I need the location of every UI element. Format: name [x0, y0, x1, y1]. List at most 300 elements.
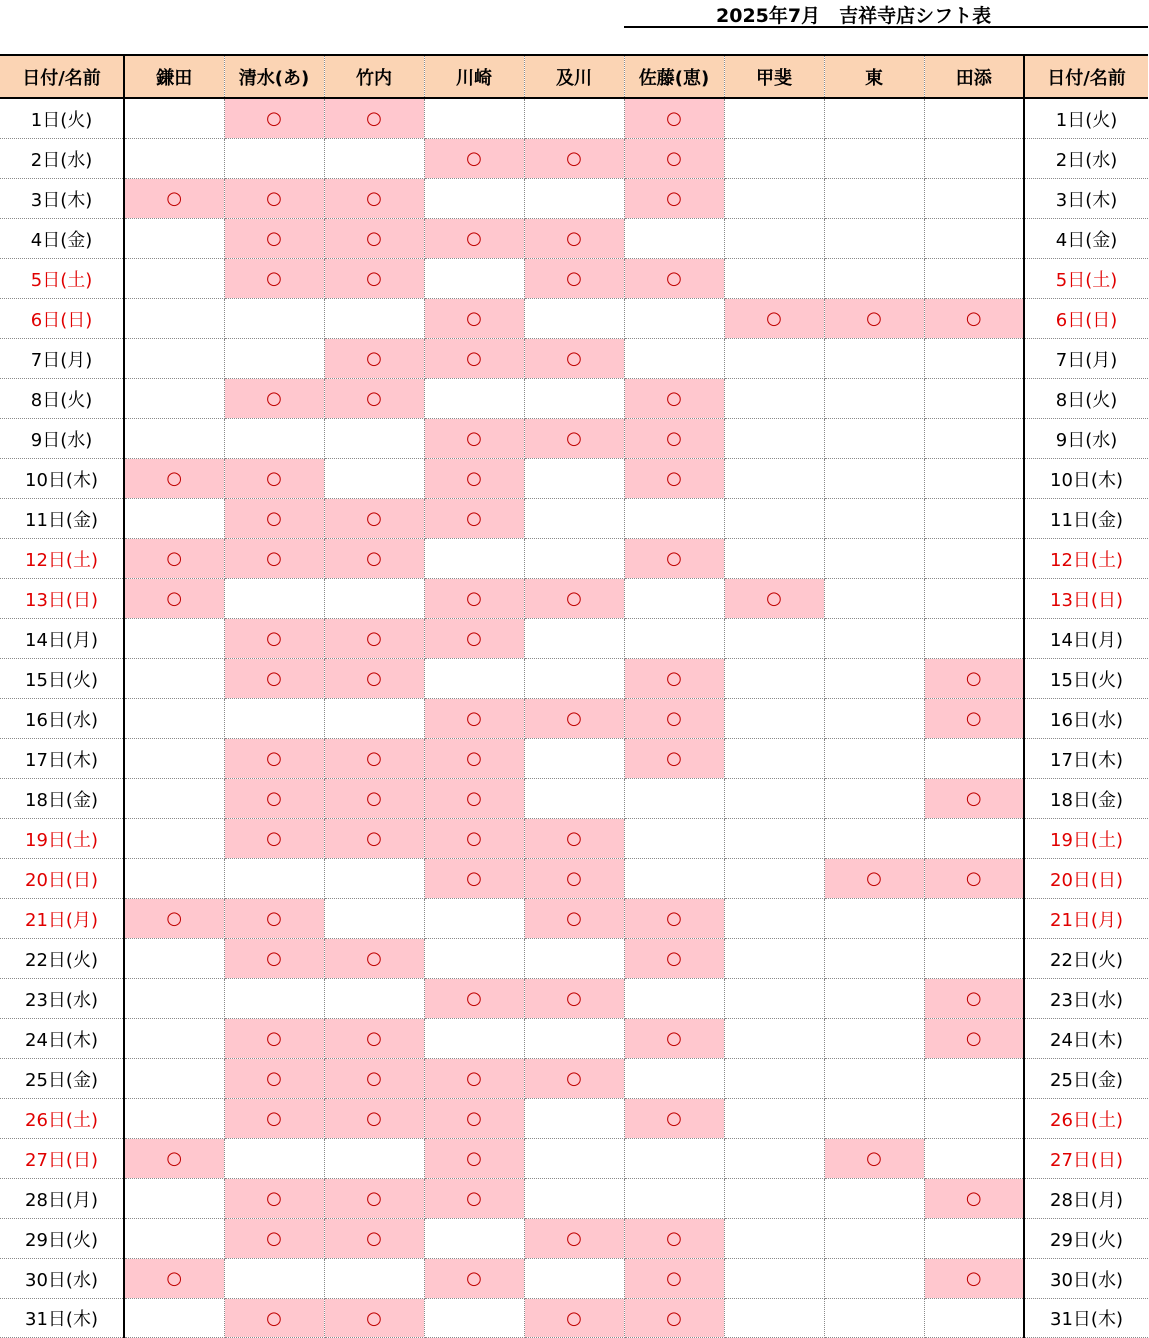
date-cell[interactable]: 30日(水): [0, 1259, 124, 1299]
shift-cell[interactable]: [724, 1019, 824, 1059]
shift-cell[interactable]: [124, 739, 224, 779]
shift-cell[interactable]: [624, 859, 724, 899]
shift-cell[interactable]: [524, 1059, 624, 1099]
date-cell[interactable]: 26日(土): [0, 1099, 124, 1139]
shift-cell[interactable]: [424, 1139, 524, 1179]
date-cell-right[interactable]: 30日(水): [1024, 1259, 1148, 1299]
shift-cell[interactable]: [824, 739, 924, 779]
shift-cell[interactable]: [424, 819, 524, 859]
shift-cell[interactable]: [524, 659, 624, 699]
shift-cell[interactable]: [524, 779, 624, 819]
date-cell[interactable]: 2日(水): [0, 139, 124, 179]
shift-cell[interactable]: [524, 1299, 624, 1338]
shift-cell[interactable]: [524, 299, 624, 339]
date-cell-right[interactable]: 31日(木): [1024, 1299, 1148, 1338]
shift-cell[interactable]: [824, 1139, 924, 1179]
date-cell-right[interactable]: 1日(火): [1024, 98, 1148, 139]
shift-cell[interactable]: [524, 819, 624, 859]
date-cell[interactable]: 4日(金): [0, 219, 124, 259]
shift-cell[interactable]: [824, 1099, 924, 1139]
shift-cell[interactable]: [524, 739, 624, 779]
shift-cell[interactable]: [424, 979, 524, 1019]
shift-cell[interactable]: [324, 1259, 424, 1299]
shift-cell[interactable]: [324, 1019, 424, 1059]
date-cell[interactable]: 5日(土): [0, 259, 124, 299]
shift-cell[interactable]: [324, 1299, 424, 1338]
date-cell[interactable]: 27日(日): [0, 1139, 124, 1179]
shift-cell[interactable]: [724, 779, 824, 819]
shift-cell[interactable]: [724, 539, 824, 579]
shift-cell[interactable]: [924, 1139, 1024, 1179]
date-cell-right[interactable]: 19日(土): [1024, 819, 1148, 859]
shift-cell[interactable]: [524, 339, 624, 379]
shift-cell[interactable]: [324, 1059, 424, 1099]
date-cell[interactable]: 9日(水): [0, 419, 124, 459]
date-cell-right[interactable]: 8日(火): [1024, 379, 1148, 419]
date-cell[interactable]: 29日(火): [0, 1219, 124, 1259]
shift-cell[interactable]: [224, 859, 324, 899]
date-cell[interactable]: 21日(月): [0, 899, 124, 939]
shift-cell[interactable]: [224, 339, 324, 379]
shift-cell[interactable]: [724, 139, 824, 179]
date-cell-right[interactable]: 10日(木): [1024, 459, 1148, 499]
shift-cell[interactable]: [824, 579, 924, 619]
shift-cell[interactable]: [524, 139, 624, 179]
shift-cell[interactable]: [424, 659, 524, 699]
shift-cell[interactable]: [424, 219, 524, 259]
shift-cell[interactable]: [924, 619, 1024, 659]
shift-cell[interactable]: [324, 299, 424, 339]
shift-cell[interactable]: [324, 1099, 424, 1139]
date-cell-right[interactable]: 3日(木): [1024, 179, 1148, 219]
staff-header[interactable]: 及川: [524, 55, 624, 98]
shift-cell[interactable]: [524, 1259, 624, 1299]
shift-cell[interactable]: [824, 419, 924, 459]
shift-cell[interactable]: [424, 579, 524, 619]
date-cell-right[interactable]: 23日(水): [1024, 979, 1148, 1019]
shift-cell[interactable]: [524, 699, 624, 739]
shift-cell[interactable]: [424, 98, 524, 139]
shift-cell[interactable]: [924, 1099, 1024, 1139]
date-cell-right[interactable]: 6日(日): [1024, 299, 1148, 339]
shift-cell[interactable]: [524, 1139, 624, 1179]
shift-cell[interactable]: [324, 579, 424, 619]
shift-cell[interactable]: [124, 979, 224, 1019]
shift-cell[interactable]: [124, 379, 224, 419]
shift-cell[interactable]: [924, 659, 1024, 699]
shift-cell[interactable]: [624, 339, 724, 379]
shift-cell[interactable]: [424, 1179, 524, 1219]
shift-cell[interactable]: [324, 1219, 424, 1259]
shift-cell[interactable]: [724, 459, 824, 499]
shift-cell[interactable]: [224, 459, 324, 499]
shift-cell[interactable]: [324, 939, 424, 979]
shift-cell[interactable]: [124, 219, 224, 259]
shift-cell[interactable]: [224, 779, 324, 819]
shift-cell[interactable]: [724, 899, 824, 939]
shift-cell[interactable]: [624, 499, 724, 539]
shift-cell[interactable]: [224, 739, 324, 779]
shift-cell[interactable]: [924, 939, 1024, 979]
shift-cell[interactable]: [224, 1219, 324, 1259]
staff-header[interactable]: 川崎: [424, 55, 524, 98]
shift-cell[interactable]: [624, 98, 724, 139]
shift-cell[interactable]: [124, 1139, 224, 1179]
shift-cell[interactable]: [124, 499, 224, 539]
shift-cell[interactable]: [224, 139, 324, 179]
shift-cell[interactable]: [624, 419, 724, 459]
shift-cell[interactable]: [724, 1059, 824, 1099]
shift-cell[interactable]: [124, 1219, 224, 1259]
shift-cell[interactable]: [824, 899, 924, 939]
shift-cell[interactable]: [624, 1259, 724, 1299]
shift-cell[interactable]: [324, 459, 424, 499]
shift-cell[interactable]: [124, 1019, 224, 1059]
date-cell-right[interactable]: 17日(木): [1024, 739, 1148, 779]
shift-cell[interactable]: [124, 779, 224, 819]
shift-cell[interactable]: [124, 659, 224, 699]
shift-cell[interactable]: [724, 739, 824, 779]
shift-cell[interactable]: [624, 1019, 724, 1059]
date-cell-right[interactable]: 7日(月): [1024, 339, 1148, 379]
shift-cell[interactable]: [524, 179, 624, 219]
shift-cell[interactable]: [224, 419, 324, 459]
shift-cell[interactable]: [324, 139, 424, 179]
date-cell[interactable]: 19日(土): [0, 819, 124, 859]
shift-cell[interactable]: [824, 219, 924, 259]
shift-cell[interactable]: [224, 619, 324, 659]
shift-cell[interactable]: [824, 1019, 924, 1059]
shift-cell[interactable]: [524, 98, 624, 139]
shift-cell[interactable]: [524, 219, 624, 259]
shift-cell[interactable]: [124, 619, 224, 659]
staff-header[interactable]: 清水(あ): [224, 55, 324, 98]
shift-cell[interactable]: [424, 1059, 524, 1099]
date-cell-right[interactable]: 21日(月): [1024, 899, 1148, 939]
date-column-header[interactable]: 日付/名前: [0, 55, 124, 98]
date-cell-right[interactable]: 18日(金): [1024, 779, 1148, 819]
date-cell-right[interactable]: 12日(土): [1024, 539, 1148, 579]
shift-cell[interactable]: [224, 98, 324, 139]
shift-cell[interactable]: [124, 459, 224, 499]
shift-cell[interactable]: [824, 979, 924, 1019]
shift-cell[interactable]: [924, 539, 1024, 579]
shift-cell[interactable]: [824, 139, 924, 179]
shift-cell[interactable]: [224, 659, 324, 699]
shift-cell[interactable]: [624, 739, 724, 779]
date-cell-right[interactable]: 14日(月): [1024, 619, 1148, 659]
date-cell[interactable]: 28日(月): [0, 1179, 124, 1219]
shift-cell[interactable]: [324, 619, 424, 659]
shift-cell[interactable]: [724, 1179, 824, 1219]
shift-cell[interactable]: [424, 139, 524, 179]
shift-cell[interactable]: [824, 1299, 924, 1338]
date-cell-right[interactable]: 5日(土): [1024, 259, 1148, 299]
shift-cell[interactable]: [624, 1139, 724, 1179]
shift-cell[interactable]: [624, 779, 724, 819]
shift-cell[interactable]: [924, 859, 1024, 899]
shift-cell[interactable]: [924, 379, 1024, 419]
shift-cell[interactable]: [424, 1099, 524, 1139]
shift-cell[interactable]: [224, 1139, 324, 1179]
shift-cell[interactable]: [724, 1259, 824, 1299]
shift-cell[interactable]: [424, 899, 524, 939]
shift-cell[interactable]: [324, 699, 424, 739]
shift-cell[interactable]: [324, 539, 424, 579]
shift-cell[interactable]: [124, 859, 224, 899]
shift-cell[interactable]: [324, 819, 424, 859]
shift-cell[interactable]: [424, 299, 524, 339]
shift-cell[interactable]: [124, 579, 224, 619]
shift-cell[interactable]: [624, 1179, 724, 1219]
shift-cell[interactable]: [624, 819, 724, 859]
shift-cell[interactable]: [924, 779, 1024, 819]
shift-cell[interactable]: [324, 859, 424, 899]
shift-cell[interactable]: [724, 1139, 824, 1179]
shift-cell[interactable]: [324, 419, 424, 459]
shift-cell[interactable]: [324, 659, 424, 699]
shift-cell[interactable]: [624, 659, 724, 699]
date-cell[interactable]: 11日(金): [0, 499, 124, 539]
shift-cell[interactable]: [924, 699, 1024, 739]
shift-cell[interactable]: [524, 379, 624, 419]
shift-cell[interactable]: [424, 699, 524, 739]
shift-cell[interactable]: [824, 539, 924, 579]
shift-cell[interactable]: [224, 979, 324, 1019]
shift-cell[interactable]: [924, 179, 1024, 219]
shift-cell[interactable]: [824, 179, 924, 219]
shift-cell[interactable]: [624, 219, 724, 259]
shift-cell[interactable]: [924, 1179, 1024, 1219]
shift-cell[interactable]: [724, 98, 824, 139]
shift-cell[interactable]: [924, 419, 1024, 459]
shift-cell[interactable]: [224, 219, 324, 259]
shift-cell[interactable]: [224, 299, 324, 339]
shift-cell[interactable]: [924, 1059, 1024, 1099]
staff-header[interactable]: 佐藤(恵): [624, 55, 724, 98]
shift-cell[interactable]: [224, 699, 324, 739]
shift-cell[interactable]: [324, 1179, 424, 1219]
shift-cell[interactable]: [524, 899, 624, 939]
date-cell-right[interactable]: 25日(金): [1024, 1059, 1148, 1099]
shift-cell[interactable]: [524, 539, 624, 579]
date-cell[interactable]: 17日(木): [0, 739, 124, 779]
date-cell[interactable]: 6日(日): [0, 299, 124, 339]
shift-cell[interactable]: [524, 1219, 624, 1259]
shift-cell[interactable]: [524, 459, 624, 499]
date-cell[interactable]: 3日(木): [0, 179, 124, 219]
shift-cell[interactable]: [524, 1019, 624, 1059]
shift-cell[interactable]: [424, 419, 524, 459]
shift-cell[interactable]: [524, 859, 624, 899]
shift-cell[interactable]: [824, 1259, 924, 1299]
shift-cell[interactable]: [724, 819, 824, 859]
shift-cell[interactable]: [124, 419, 224, 459]
shift-cell[interactable]: [724, 419, 824, 459]
shift-cell[interactable]: [224, 1179, 324, 1219]
shift-cell[interactable]: [724, 1299, 824, 1338]
shift-cell[interactable]: [924, 459, 1024, 499]
shift-cell[interactable]: [524, 1099, 624, 1139]
shift-cell[interactable]: [824, 699, 924, 739]
shift-cell[interactable]: [124, 699, 224, 739]
shift-cell[interactable]: [624, 1099, 724, 1139]
date-cell-right[interactable]: 26日(土): [1024, 1099, 1148, 1139]
shift-cell[interactable]: [524, 579, 624, 619]
shift-cell[interactable]: [624, 1299, 724, 1338]
shift-cell[interactable]: [124, 539, 224, 579]
shift-cell[interactable]: [624, 1219, 724, 1259]
shift-cell[interactable]: [724, 859, 824, 899]
shift-cell[interactable]: [624, 299, 724, 339]
shift-cell[interactable]: [324, 339, 424, 379]
shift-cell[interactable]: [924, 899, 1024, 939]
shift-cell[interactable]: [824, 339, 924, 379]
shift-cell[interactable]: [624, 939, 724, 979]
shift-cell[interactable]: [124, 299, 224, 339]
shift-cell[interactable]: [724, 299, 824, 339]
shift-cell[interactable]: [424, 859, 524, 899]
shift-cell[interactable]: [324, 98, 424, 139]
shift-cell[interactable]: [724, 219, 824, 259]
shift-cell[interactable]: [624, 459, 724, 499]
shift-cell[interactable]: [824, 98, 924, 139]
shift-cell[interactable]: [924, 139, 1024, 179]
shift-cell[interactable]: [324, 1139, 424, 1179]
date-cell[interactable]: 13日(日): [0, 579, 124, 619]
date-column-header-right[interactable]: 日付/名前: [1024, 55, 1148, 98]
date-cell[interactable]: 7日(月): [0, 339, 124, 379]
shift-cell[interactable]: [824, 1059, 924, 1099]
shift-cell[interactable]: [224, 379, 324, 419]
shift-cell[interactable]: [724, 379, 824, 419]
shift-cell[interactable]: [824, 259, 924, 299]
date-cell-right[interactable]: 24日(木): [1024, 1019, 1148, 1059]
shift-cell[interactable]: [424, 539, 524, 579]
shift-cell[interactable]: [624, 259, 724, 299]
shift-cell[interactable]: [824, 379, 924, 419]
shift-cell[interactable]: [724, 659, 824, 699]
date-cell[interactable]: 22日(火): [0, 939, 124, 979]
shift-cell[interactable]: [724, 179, 824, 219]
shift-cell[interactable]: [724, 979, 824, 1019]
shift-cell[interactable]: [524, 939, 624, 979]
shift-cell[interactable]: [924, 579, 1024, 619]
date-cell-right[interactable]: 9日(水): [1024, 419, 1148, 459]
shift-cell[interactable]: [424, 259, 524, 299]
staff-header[interactable]: 甲斐: [724, 55, 824, 98]
shift-cell[interactable]: [424, 619, 524, 659]
shift-cell[interactable]: [624, 179, 724, 219]
shift-cell[interactable]: [124, 1099, 224, 1139]
shift-cell[interactable]: [524, 619, 624, 659]
shift-cell[interactable]: [224, 939, 324, 979]
shift-cell[interactable]: [724, 1219, 824, 1259]
shift-cell[interactable]: [224, 1099, 324, 1139]
shift-cell[interactable]: [524, 419, 624, 459]
shift-cell[interactable]: [524, 499, 624, 539]
shift-cell[interactable]: [124, 819, 224, 859]
shift-cell[interactable]: [824, 459, 924, 499]
shift-cell[interactable]: [724, 499, 824, 539]
shift-cell[interactable]: [124, 1299, 224, 1338]
date-cell-right[interactable]: 16日(水): [1024, 699, 1148, 739]
date-cell-right[interactable]: 11日(金): [1024, 499, 1148, 539]
shift-cell[interactable]: [124, 1259, 224, 1299]
shift-cell[interactable]: [824, 1219, 924, 1259]
date-cell[interactable]: 15日(火): [0, 659, 124, 699]
staff-header[interactable]: 鎌田: [124, 55, 224, 98]
shift-cell[interactable]: [224, 1299, 324, 1338]
shift-cell[interactable]: [724, 339, 824, 379]
shift-cell[interactable]: [924, 739, 1024, 779]
date-cell-right[interactable]: 27日(日): [1024, 1139, 1148, 1179]
shift-cell[interactable]: [224, 1059, 324, 1099]
date-cell[interactable]: 10日(木): [0, 459, 124, 499]
date-cell[interactable]: 25日(金): [0, 1059, 124, 1099]
shift-cell[interactable]: [424, 939, 524, 979]
shift-cell[interactable]: [224, 819, 324, 859]
shift-cell[interactable]: [324, 899, 424, 939]
shift-cell[interactable]: [124, 899, 224, 939]
shift-cell[interactable]: [324, 979, 424, 1019]
shift-cell[interactable]: [624, 699, 724, 739]
shift-cell[interactable]: [924, 499, 1024, 539]
shift-cell[interactable]: [424, 499, 524, 539]
shift-cell[interactable]: [724, 939, 824, 979]
shift-cell[interactable]: [624, 379, 724, 419]
shift-cell[interactable]: [624, 899, 724, 939]
date-cell[interactable]: 16日(水): [0, 699, 124, 739]
shift-cell[interactable]: [624, 139, 724, 179]
shift-cell[interactable]: [724, 1099, 824, 1139]
shift-cell[interactable]: [324, 179, 424, 219]
date-cell[interactable]: 20日(日): [0, 859, 124, 899]
date-cell-right[interactable]: 20日(日): [1024, 859, 1148, 899]
shift-cell[interactable]: [424, 1019, 524, 1059]
shift-cell[interactable]: [824, 779, 924, 819]
staff-header[interactable]: 田添: [924, 55, 1024, 98]
date-cell[interactable]: 18日(金): [0, 779, 124, 819]
shift-cell[interactable]: [424, 1259, 524, 1299]
shift-cell[interactable]: [324, 259, 424, 299]
shift-cell[interactable]: [824, 299, 924, 339]
shift-cell[interactable]: [324, 219, 424, 259]
date-cell-right[interactable]: 29日(火): [1024, 1219, 1148, 1259]
staff-header[interactable]: 竹内: [324, 55, 424, 98]
shift-cell[interactable]: [124, 1059, 224, 1099]
shift-cell[interactable]: [924, 819, 1024, 859]
shift-cell[interactable]: [324, 379, 424, 419]
shift-cell[interactable]: [624, 1059, 724, 1099]
shift-cell[interactable]: [824, 619, 924, 659]
date-cell-right[interactable]: 2日(水): [1024, 139, 1148, 179]
shift-cell[interactable]: [924, 299, 1024, 339]
shift-cell[interactable]: [224, 1019, 324, 1059]
date-cell-right[interactable]: 28日(月): [1024, 1179, 1148, 1219]
date-cell[interactable]: 31日(木): [0, 1299, 124, 1338]
date-cell-right[interactable]: 15日(火): [1024, 659, 1148, 699]
shift-cell[interactable]: [924, 979, 1024, 1019]
shift-cell[interactable]: [124, 98, 224, 139]
shift-cell[interactable]: [824, 939, 924, 979]
shift-cell[interactable]: [824, 499, 924, 539]
date-cell[interactable]: 23日(水): [0, 979, 124, 1019]
shift-cell[interactable]: [824, 1179, 924, 1219]
shift-cell[interactable]: [424, 339, 524, 379]
shift-cell[interactable]: [924, 1019, 1024, 1059]
date-cell[interactable]: 1日(火): [0, 98, 124, 139]
